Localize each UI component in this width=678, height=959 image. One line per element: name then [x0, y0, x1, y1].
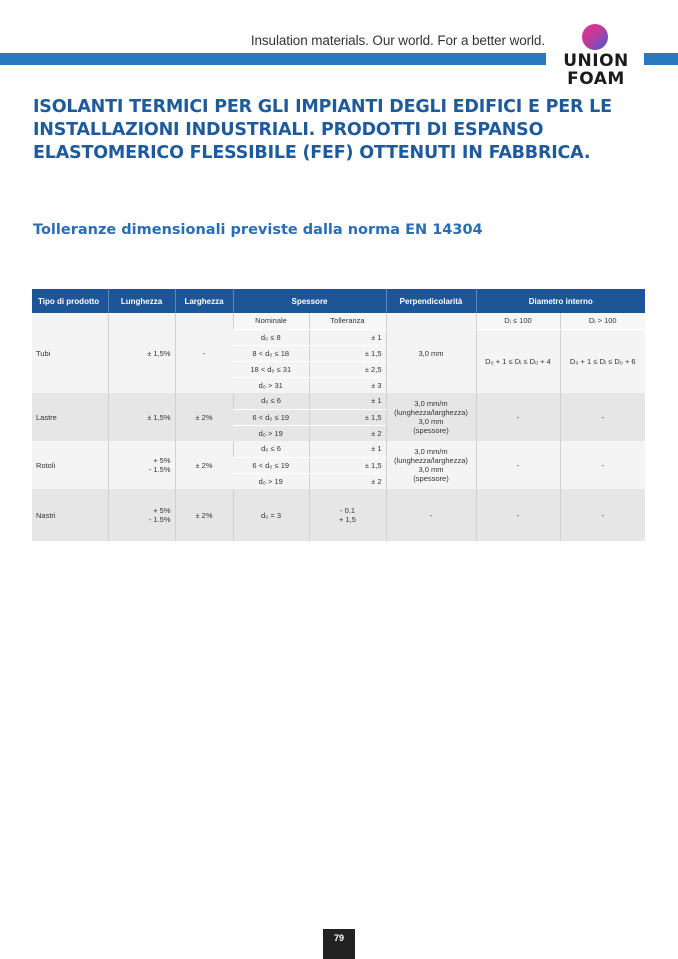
table-row: [32, 313, 645, 329]
cell-tolleranza: ± 2: [309, 425, 386, 441]
cell-tipo-rotoli: Rotoli: [32, 441, 108, 489]
cell-lunghezza-rotoli: [108, 441, 175, 489]
perp-line: 3,0 mm/m: [414, 447, 448, 456]
table-row: [32, 489, 645, 541]
perp-line: (spessore): [413, 426, 449, 435]
header-accent-bar-right: [644, 53, 678, 65]
cell-lunghezza-tubi: ± 1,5%: [108, 313, 175, 393]
tolerance-table: [32, 289, 645, 541]
logo-circle-icon: [582, 24, 608, 50]
header-tipo: Tipo di prodotto: [32, 289, 108, 313]
cell-tolleranza: ± 1,5: [309, 345, 386, 361]
cell-nominale: d₀ > 31: [233, 377, 309, 393]
union-foam-logo: [546, 18, 644, 96]
cell-larghezza-tubi: -: [175, 313, 233, 393]
logo-line-1: UNION: [563, 51, 629, 71]
cell-larghezza-nastri: ± 2%: [175, 489, 233, 541]
logo-wordmark: [554, 52, 638, 88]
page-number: 79: [323, 929, 355, 959]
cell-nominale: d₀ > 19: [233, 425, 309, 441]
tol-line: - 0.1: [339, 506, 355, 515]
cell-perp-nastri: -: [386, 489, 476, 541]
tol-line: + 1,5: [339, 515, 356, 524]
cell-diam-a-nastri: -: [476, 489, 560, 541]
cell-tolleranza: ± 1: [309, 393, 386, 409]
cell-diam-b-nastri: -: [560, 489, 645, 541]
cell-nominale: d₀ = 3: [233, 489, 309, 541]
cell-nominale: d₀ ≤ 6: [233, 441, 309, 457]
subheader-di-gt-100: Dᵢ > 100: [560, 313, 645, 329]
cell-diam-b-lastre: -: [560, 393, 645, 441]
perp-line: (lunghezza/larghezza): [394, 456, 468, 465]
lunghezza-line: - 1.5%: [148, 515, 171, 524]
subheader-nominale: Nominale: [233, 313, 309, 329]
cell-lunghezza-lastre: ± 1,5%: [108, 393, 175, 441]
page-title: ISOLANTI TERMICI PER GLI IMPIANTI DEGLI EDIFICI E PER LE INSTALLAZIONI INDUSTRIALI. PRODOTTI DI ESPANSO ELASTOMERICO FLESSIBILE (FEF) OTTENUTI IN FABBRICA.: [33, 97, 612, 163]
cell-tolleranza: ± 1,5: [309, 409, 386, 425]
cell-nominale: 18 < d₀ ≤ 31: [233, 361, 309, 377]
cell-nominale: d₀ ≤ 6: [233, 393, 309, 409]
header-spessore: Spessore: [233, 289, 386, 313]
header-tagline: Insulation materials. Our world. For a better world.: [250, 33, 545, 48]
cell-tipo-tubi: Tubi: [32, 313, 108, 393]
perp-line: 3,0 mm/m: [414, 399, 448, 408]
cell-nominale: d₀ > 19: [233, 473, 309, 489]
cell-perp-lastre: [386, 393, 476, 441]
perp-line: (spessore): [413, 474, 449, 483]
cell-nominale: d₀ ≤ 8: [233, 329, 309, 345]
cell-diam-b-tubi: D₀ + 1 ≤ Dᵢ ≤ D₀ + 6: [560, 329, 645, 393]
table-row: [32, 393, 645, 409]
header-diametro: Diametro interno: [476, 289, 645, 313]
cell-perp-rotoli: [386, 441, 476, 489]
cell-perp-tubi: 3,0 mm: [386, 313, 476, 393]
cell-diam-a-rotoli: -: [476, 441, 560, 489]
header-lunghezza: Lunghezza: [108, 289, 175, 313]
cell-nominale: 6 < d₀ ≤ 19: [233, 457, 309, 473]
cell-tolleranza: ± 2,5: [309, 361, 386, 377]
cell-diam-a-tubi: D₀ + 1 ≤ Dᵢ ≤ D₀ + 4: [476, 329, 560, 393]
cell-tolleranza: ± 1,5: [309, 457, 386, 473]
section-subtitle: Tolleranze dimensionali previste dalla norma EN 14304: [33, 222, 483, 238]
cell-tolleranza: ± 1: [309, 441, 386, 457]
cell-nominale: 6 < d₀ ≤ 19: [233, 409, 309, 425]
cell-tipo-lastre: Lastre: [32, 393, 108, 441]
lunghezza-line: + 5%: [153, 456, 171, 465]
cell-tolleranza: [309, 489, 386, 541]
cell-lunghezza-nastri: [108, 489, 175, 541]
cell-tipo-nastri: Nastri: [32, 489, 108, 541]
cell-nominale: 8 < d₀ ≤ 18: [233, 345, 309, 361]
header-larghezza: Larghezza: [175, 289, 233, 313]
perp-line: 3,0 mm: [418, 465, 444, 474]
cell-tolleranza: ± 1: [309, 329, 386, 345]
cell-diam-b-rotoli: -: [560, 441, 645, 489]
cell-diam-a-lastre: -: [476, 393, 560, 441]
logo-line-2: FOAM: [567, 69, 625, 89]
cell-tolleranza: ± 2: [309, 473, 386, 489]
table-row: [32, 441, 645, 457]
perp-line: 3,0 mm: [418, 417, 444, 426]
cell-tolleranza: ± 3: [309, 377, 386, 393]
lunghezza-line: - 1.5%: [148, 465, 171, 474]
lunghezza-line: + 5%: [153, 506, 171, 515]
subheader-di-le-100: Dᵢ ≤ 100: [476, 313, 560, 329]
perp-line: (lunghezza/larghezza): [394, 408, 468, 417]
table-header-row: [32, 289, 645, 313]
header-perpendicolarita: Perpendicolarità: [386, 289, 476, 313]
cell-larghezza-rotoli: ± 2%: [175, 441, 233, 489]
cell-larghezza-lastre: ± 2%: [175, 393, 233, 441]
subheader-tolleranza: Tolleranza: [309, 313, 386, 329]
